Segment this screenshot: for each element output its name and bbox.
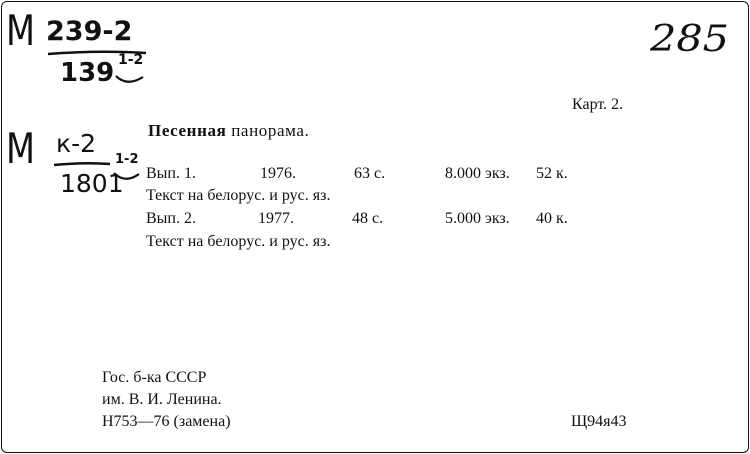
handwritten-letter-m-second: М bbox=[6, 124, 35, 173]
record-title bbox=[148, 121, 309, 141]
issue-2-pages: 48 с. bbox=[352, 210, 384, 227]
issue-1-pages: 63 с. bbox=[354, 165, 386, 182]
issue-1-copies: 8.000 экз. bbox=[445, 165, 510, 182]
handwritten-code-top: 239-2 bbox=[46, 16, 133, 47]
fraction-line-second bbox=[54, 162, 114, 168]
issue-1-year: 1976. bbox=[260, 165, 296, 182]
title-bold-word: Песенная bbox=[148, 121, 227, 140]
issue-2-label: Вып. 2. bbox=[146, 210, 196, 227]
handwritten-code-bottom-second: 1801 bbox=[60, 169, 124, 198]
handwritten-number: 285 bbox=[650, 19, 730, 60]
issue-2-copies: 5.000 экз. bbox=[445, 210, 510, 227]
card-order-number: Н753—76 (замена) bbox=[102, 413, 231, 430]
shelf-code: Щ94я43 bbox=[571, 413, 627, 430]
handwritten-code-top-second: к-2 bbox=[56, 129, 97, 158]
handwritten-letter-m: М bbox=[6, 6, 35, 55]
catalog-card bbox=[1, 1, 749, 453]
library-name: Гос. б-ка СССР bbox=[102, 369, 207, 386]
handwritten-code-superscript: 1-2 bbox=[118, 52, 144, 68]
card-number: Карт. 2. bbox=[572, 96, 624, 113]
title-rest: панорама. bbox=[231, 121, 310, 140]
handwritten-underswing bbox=[115, 74, 145, 88]
handwritten-underswing-second bbox=[113, 171, 141, 185]
issue-2-year: 1977. bbox=[258, 210, 294, 227]
issue-1-price: 52 к. bbox=[536, 165, 568, 182]
handwritten-code-superscript-second: 1-2 bbox=[115, 152, 139, 167]
handwritten-code-bottom: 139 bbox=[60, 58, 115, 88]
issue-1-note: Текст на белорус. и рус. яз. bbox=[146, 187, 331, 204]
issue-2-note: Текст на белорус. и рус. яз. bbox=[146, 233, 331, 250]
issue-1-label: Вып. 1. bbox=[146, 165, 196, 182]
library-named-after: им. В. И. Ленина. bbox=[102, 391, 222, 408]
issue-2-price: 40 к. bbox=[536, 210, 568, 227]
